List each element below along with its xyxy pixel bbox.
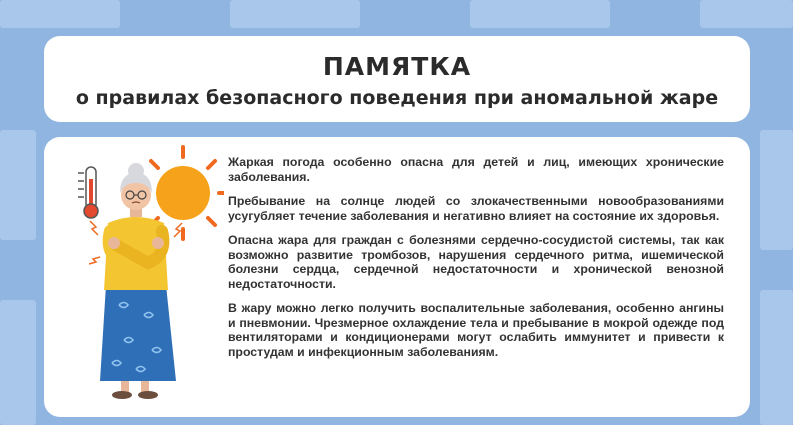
background-tile: [470, 0, 610, 28]
background-tile: [700, 0, 793, 28]
paragraph-inflammation: В жару можно легко получить воспалительные заболевания, особенно ангины и пневмонии. Чрезмерное охлаждение тела и пребывание в мокрой одежде под вентиляторами и кондиционерами могут ослабить иммунитет и привести к простудам и инфекционным заболеваниям.: [228, 301, 724, 359]
page-title: ПАМЯТКА: [322, 52, 472, 81]
elderly-woman-illustration: [64, 145, 224, 405]
paragraph-oncology: Пребывание на солнце людей со злокачественными новообразованиями усугубляет течение заболевания и негативно влияет на состояние их здоровья.: [228, 194, 724, 223]
background-tile: [0, 0, 120, 28]
background-tile: [760, 290, 793, 425]
paragraph-children-chronic: Жаркая погода особенно опасна для детей и лиц, имеющих хронические заболевания.: [228, 155, 724, 184]
content-card: [44, 137, 750, 417]
page-subtitle: о правилах безопасного поведения при аномальной жаре: [75, 87, 719, 109]
background-tile: [230, 0, 360, 28]
background-tile: [0, 300, 36, 425]
background-tile: [760, 130, 793, 250]
thermometer-icon: [78, 167, 98, 218]
advice-text: [228, 155, 724, 369]
header-card: [44, 36, 750, 122]
paragraph-cardiovascular: Опасна жара для граждан с болезнями сердечно-сосудистой системы, так как возможно развитие тромбозов, нарушения сердечного ритма, ишемической болезни сердца, сердечной недостаточности и хронической венозной недостаточности.: [228, 233, 724, 291]
background-tile: [0, 130, 36, 240]
